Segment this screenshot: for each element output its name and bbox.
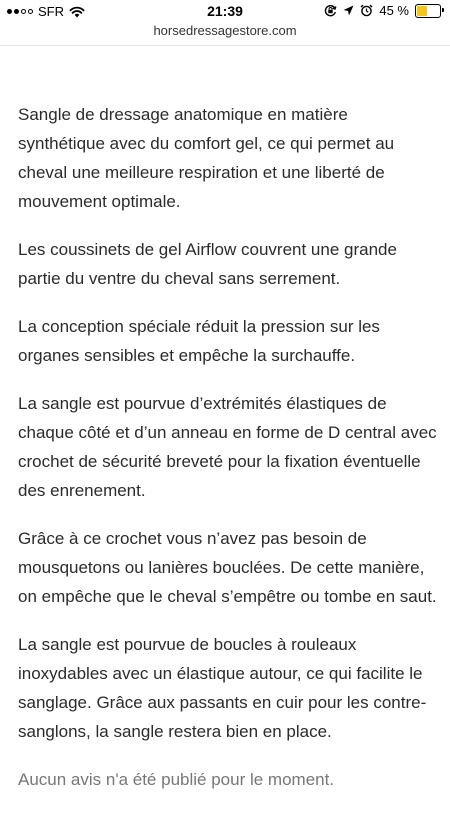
battery-fill [417,6,427,16]
battery-percent: 45 % [379,3,409,18]
carrier-label: SFR [38,4,64,19]
description-paragraph: La sangle est pourvue d’extrémités élastiques de chaque côté et d’un anneau en forme de D central avec crochet de sécurité breveté pour la fixation éventuelle des enrenement. [18,394,437,500]
url-bar[interactable] [0,22,450,44]
description-paragraph: Grâce à ce crochet vous n’avez pas besoin de mousquetons ou lanières bouclées. De cette manière, on empêche que le cheval s’empêtre ou tombe en saut. [18,529,437,606]
alarm-icon [360,4,373,17]
url-divider [0,45,450,46]
battery-icon [415,4,441,18]
status-bar [0,0,450,22]
description-paragraph: La sangle est pourvue de boucles à rouleaux inoxydables avec un élastique autour, ce qui facilite le sanglage. Grâce aux passants en cuir pour les contre-sanglons, la sangle restera bien en place. [18,635,427,741]
url-text[interactable]: horsedressagestore.com [153,23,297,38]
description-paragraph: La conception spéciale réduit la pression sur les organes sensibles et empêche la surchauffe. [18,317,380,365]
reviews-notice: Aucun avis n'a été publié pour le moment. [18,770,335,789]
product-description [18,100,438,813]
status-right [324,3,441,18]
screen-lock-icon [324,4,337,17]
description-paragraph: Les coussinets de gel Airflow couvrent une grande partie du ventre du cheval sans serrement. [18,240,397,288]
description-paragraph: Sangle de dressage anatomique en matière synthétique avec du comfort gel, ce qui permet au cheval une meilleure respiration et une liberté de mouvement optimale. [18,105,395,211]
location-icon [343,5,354,16]
status-time: 21:39 [207,3,243,19]
